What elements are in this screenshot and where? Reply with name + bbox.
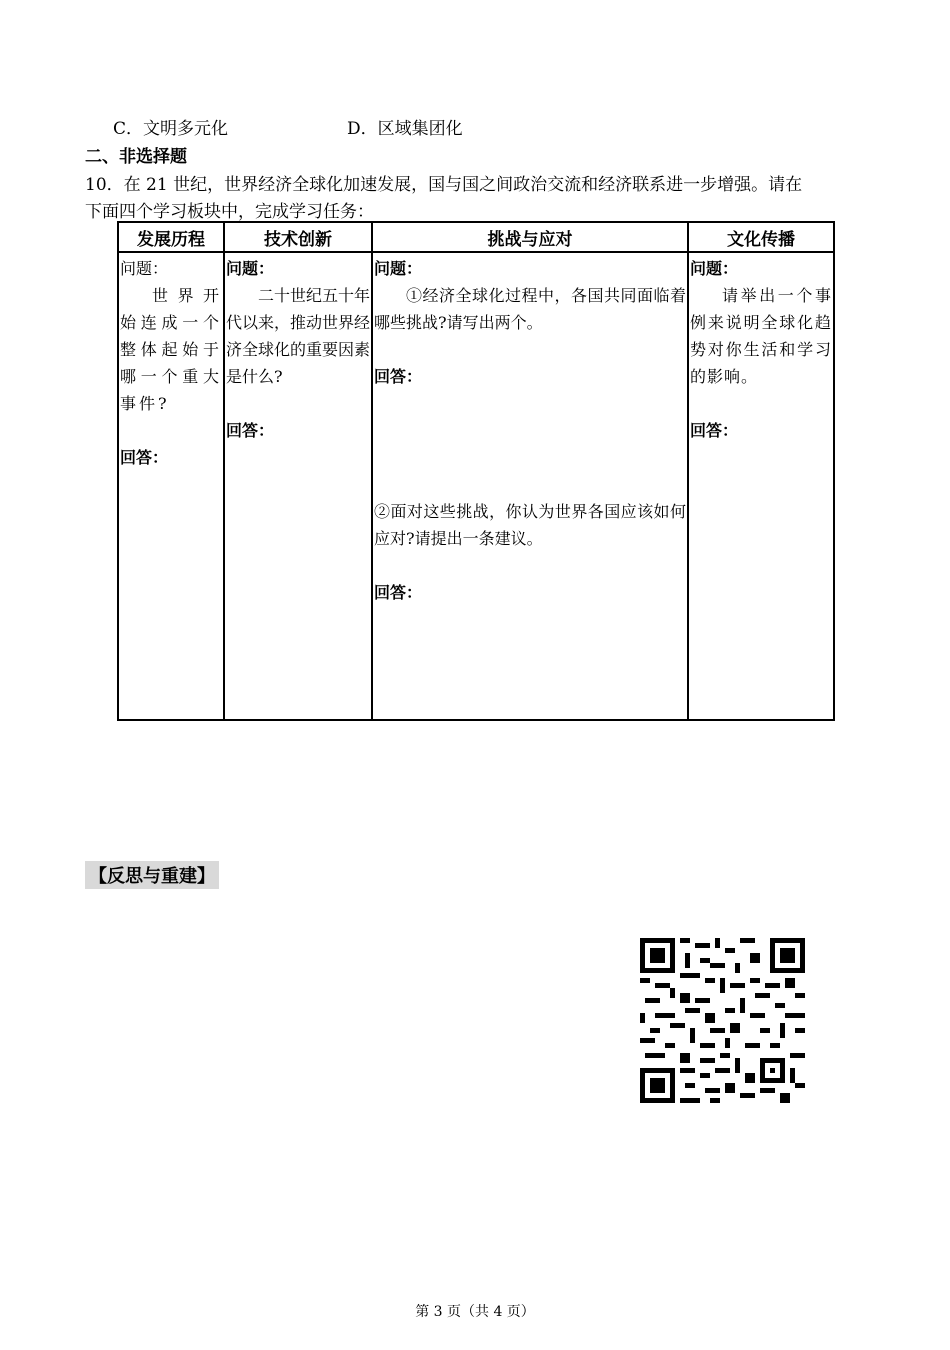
question-text: 世界开始连成一个整体起始于哪一个重大事件? (120, 286, 222, 413)
header-development: 发展历程 (118, 222, 224, 252)
cell-challenge (372, 252, 688, 720)
reflection-title: 【反思与重建】 (85, 861, 219, 889)
qr-code-icon (640, 938, 805, 1103)
answer-label: 回答： (226, 421, 275, 440)
header-culture: 文化传播 (688, 222, 834, 252)
question-label: 问题： (374, 259, 423, 278)
page-footer: 第 3 页（共 4 页） (415, 1304, 535, 1320)
question-label: 问题： (226, 259, 275, 278)
learning-board-table (117, 221, 835, 721)
answer-label-2: 回答： (374, 583, 423, 602)
question-text: 请举出一个事例来说明全球化趋势对你生活和学习的影响。 (690, 286, 832, 386)
question-text: 二十世纪五十年代以来，推动世界经济全球化的重要因素是什么? (226, 286, 371, 386)
question-text-1: ①经济全球化过程中，各国共同面临着哪些挑战?请写出两个。 (374, 286, 686, 332)
question-text-2: ②面对这些挑战，你认为世界各国应该如何应对?请提出一条建议。 (374, 502, 686, 548)
header-innovation: 技术创新 (224, 222, 372, 252)
question-label: 问题： (120, 259, 169, 278)
answer-label: 回答： (120, 448, 169, 467)
option-d: D．区域集团化 (347, 119, 463, 139)
answer-label-1: 回答： (374, 367, 423, 386)
question-line-1: 10．在 21 世纪，世界经济全球化加速发展，国与国之间政治交流和经济联系进一步增强。请在 (85, 175, 803, 195)
header-challenge: 挑战与应对 (372, 222, 688, 252)
section-title: 二、非选择题 (85, 147, 187, 167)
option-c: C．文明多元化 (113, 119, 229, 139)
cell-culture (688, 252, 834, 720)
cell-innovation (224, 252, 372, 720)
question-label: 问题： (690, 259, 739, 278)
cell-development (118, 252, 224, 720)
question-line-2: 下面四个学习板块中，完成学习任务： (85, 202, 374, 222)
answer-label: 回答： (690, 421, 739, 440)
